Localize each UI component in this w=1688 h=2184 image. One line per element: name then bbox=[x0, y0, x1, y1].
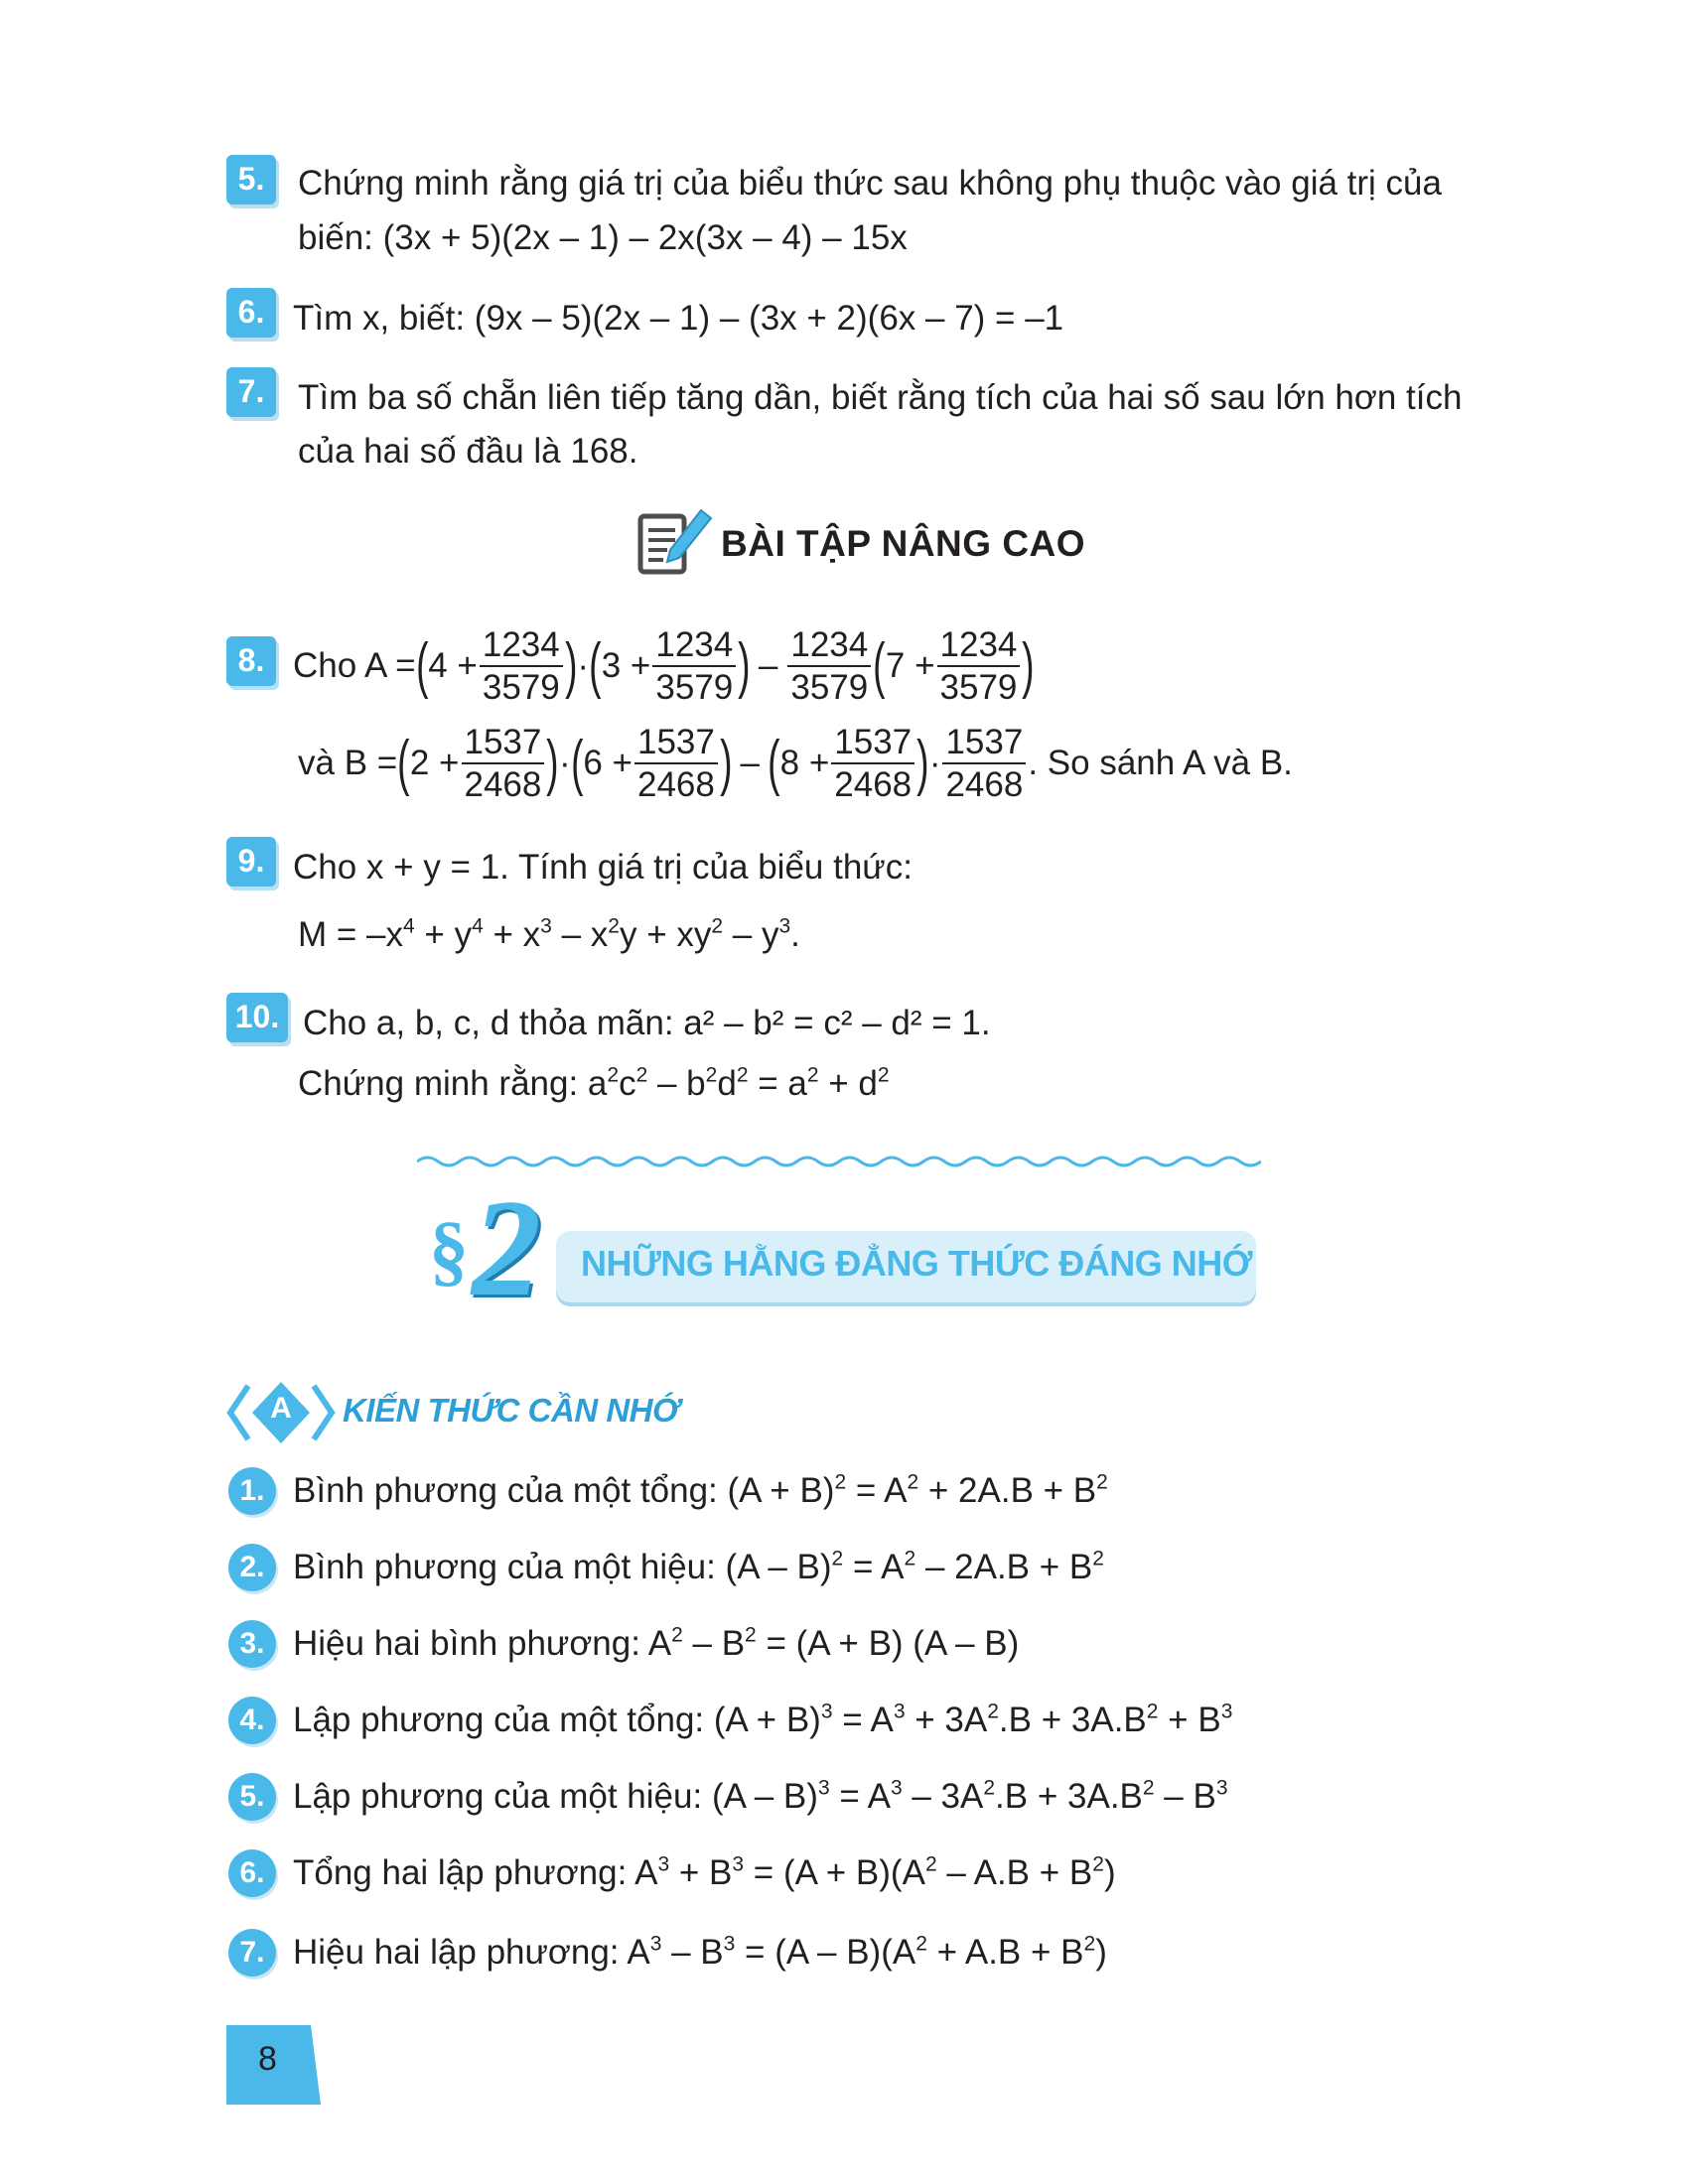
fraction-1537-2468: $\frac{1537}{2468}$ bbox=[831, 725, 914, 802]
exercise-10-badge: 10. bbox=[226, 993, 288, 1042]
advanced-heading-text: BÀI TẬP NÂNG CAO bbox=[721, 522, 1086, 564]
exercise-6-badge: 6. bbox=[226, 288, 276, 338]
notepad-pencil-icon bbox=[635, 506, 715, 581]
advanced-heading bbox=[635, 506, 1085, 581]
exercise-8-line1: Cho A = ( 4 + $\frac{1234}{3579}$ ) · ( 3 + $\frac{1234}{3579}$ ) – $\frac{1234}{3579}$ ( 7 + $\frac{1234}{3579}$ ) bbox=[293, 625, 1035, 707]
exercise-5-badge: 5. bbox=[226, 155, 276, 205]
exercise-6-text: Tìm x, biết: (9x – 5)(2x – 1) – (3x + 2)(6x – 7) = –1 bbox=[293, 299, 1064, 338]
identity-5-text: Lập phương của một hiệu: $(A - B)^3 = A^3 - 3A^2.B + 3A.B^2 - B^3$ bbox=[293, 1776, 1228, 1816]
exercise-9-text-line1: Cho x + y = 1. Tính giá trị của biểu thức: bbox=[293, 848, 913, 887]
part-a-letter: A bbox=[270, 1392, 292, 1425]
identity-7-text: Hiệu hai lập phương: $A^3 - B^3 = (A - B)(A^2 + A.B + B^2)$ bbox=[293, 1932, 1107, 1972]
section-symbol: § bbox=[429, 1207, 469, 1295]
exercise-9-text-line2: $M = -x^4 + y^4 + x^3 - x^2y + xy^2 - y^3$. bbox=[298, 914, 800, 954]
identity-5-number: 5. bbox=[228, 1773, 276, 1821]
exercise-10-text-line2: Chứng minh rằng: $a^2c^2 - b^2d^2 = a^2 + d^2$ bbox=[298, 1063, 890, 1103]
part-a-title: KIẾN THỨC CẦN NHỚ bbox=[343, 1392, 680, 1429]
exercise-9-badge: 9. bbox=[226, 837, 276, 887]
exercise-5-text-line1: Chứng minh rằng giá trị của biểu thức sau không phụ thuộc vào giá trị của bbox=[298, 164, 1442, 203]
section-title: NHỮNG HẰNG ĐẲNG THỨC ĐÁNG NHỚ bbox=[581, 1243, 1252, 1284]
fraction-1537-2468: $\frac{1537}{2468}$ bbox=[462, 725, 545, 802]
identity-3-text: Hiệu hai bình phương: $A^2 - B^2 = (A + B)$ (A – B) bbox=[293, 1623, 1020, 1663]
identity-4-text: Lập phương của một tổng: $(A + B)^3 = A^3 + 3A^2.B + 3A.B^2 + B^3$ bbox=[293, 1700, 1233, 1739]
identity-2-text: Bình phương của một hiệu: $(A - B)^2 = A^2 - 2A.B + B^2$ bbox=[293, 1547, 1104, 1586]
exercise-8-line2: và B = ( 2 + $\frac{1537}{2468}$ ) · ( 6 + $\frac{1537}{2468}$ ) – ( 8 + $\frac{1537}{2468}$ ) · $\frac{1537}{2468}$ . So sánh A và B. bbox=[298, 723, 1293, 804]
fraction-1234-3579: $\frac{1234}{3579}$ bbox=[480, 627, 563, 705]
identity-2-number: 2. bbox=[228, 1544, 276, 1591]
identity-3-number: 3. bbox=[228, 1620, 276, 1668]
fraction-1537-2468: $\frac{1537}{2468}$ bbox=[634, 725, 718, 802]
exercise-7-badge: 7. bbox=[226, 367, 276, 417]
section-number: 2 bbox=[472, 1171, 541, 1325]
fraction-1234-3579: $\frac{1234}{3579}$ bbox=[787, 627, 871, 705]
exercise-8-badge: 8. bbox=[226, 636, 276, 686]
identity-1-text: Bình phương của một tổng: $(A + B)^2 = A^2 + 2A.B + B^2$ bbox=[293, 1470, 1108, 1510]
fraction-1234-3579: $\frac{1234}{3579}$ bbox=[937, 627, 1021, 705]
wavy-divider bbox=[417, 1152, 1261, 1171]
exercise-10-text-line1: Cho a, b, c, d thỏa mãn: a² – b² = c² – d² = 1. bbox=[303, 1004, 991, 1042]
identity-6-number: 6. bbox=[228, 1849, 276, 1897]
exercise-7-text-line1: Tìm ba số chẵn liên tiếp tăng dần, biết rằng tích của hai số sau lớn hơn tích bbox=[298, 378, 1463, 417]
identity-7-number: 7. bbox=[228, 1929, 276, 1977]
page-number: 8 bbox=[258, 2040, 277, 2078]
fraction-1234-3579: $\frac{1234}{3579}$ bbox=[652, 627, 736, 705]
identity-6-text: Tổng hai lập phương: $A^3 + B^3 = (A + B)(A^2 - A.B + B^2)$ bbox=[293, 1852, 1116, 1892]
fraction-1537-2468: $\frac{1537}{2468}$ bbox=[942, 725, 1026, 802]
exercise-5-text-line2: biến: (3x + 5)(2x – 1) – 2x(3x – 4) – 15x bbox=[298, 218, 908, 257]
identity-4-number: 4. bbox=[228, 1697, 276, 1744]
identity-1-number: 1. bbox=[228, 1467, 276, 1515]
exercise-7-text-line2: của hai số đầu là 168. bbox=[298, 432, 638, 471]
